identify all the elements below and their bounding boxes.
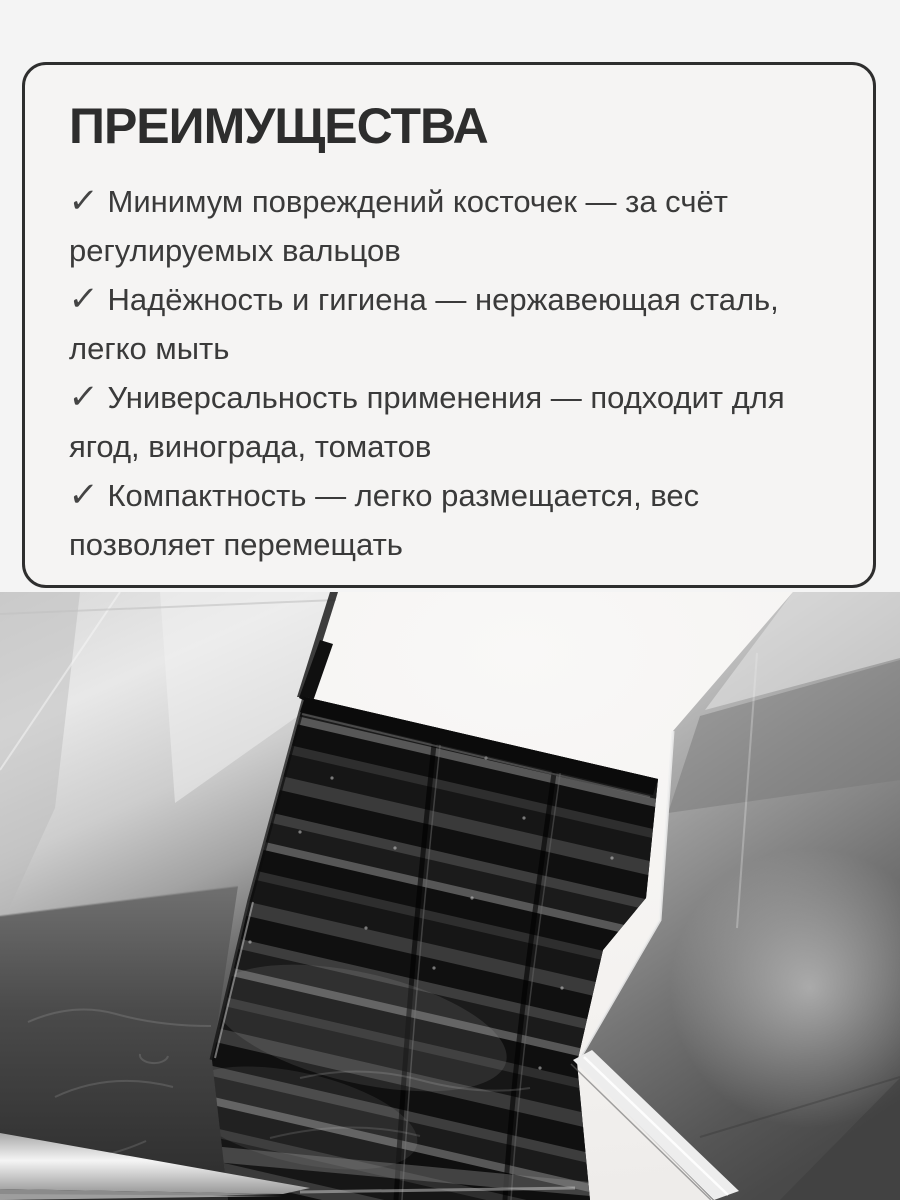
checkmark-icon: ✓ — [67, 182, 100, 220]
product-photo — [0, 592, 900, 1200]
list-item-text: Универсальность применения — подходит для ягод, винограда, томатов — [69, 380, 785, 464]
list-item — [69, 471, 835, 569]
checkmark-icon: ✓ — [67, 280, 100, 318]
product-photo-illustration — [0, 592, 900, 1200]
list-item — [69, 275, 835, 373]
list-item — [69, 177, 835, 275]
list-item — [69, 373, 835, 471]
list-item-text: Компактность — легко размещается, вес позволяет перемещать — [69, 478, 700, 562]
checkmark-icon: ✓ — [67, 378, 100, 416]
advantages-list — [69, 177, 835, 569]
list-item-text: Надёжность и гигиена — нержавеющая сталь, легко мыть — [69, 282, 779, 366]
list-item-text: Минимум повреждений косточек — за счёт регулируемых вальцов — [69, 184, 728, 268]
card-title: ПРЕИМУЩЕСТВА — [69, 98, 488, 154]
checkmark-icon: ✓ — [67, 476, 100, 514]
advantages-card — [22, 62, 876, 588]
